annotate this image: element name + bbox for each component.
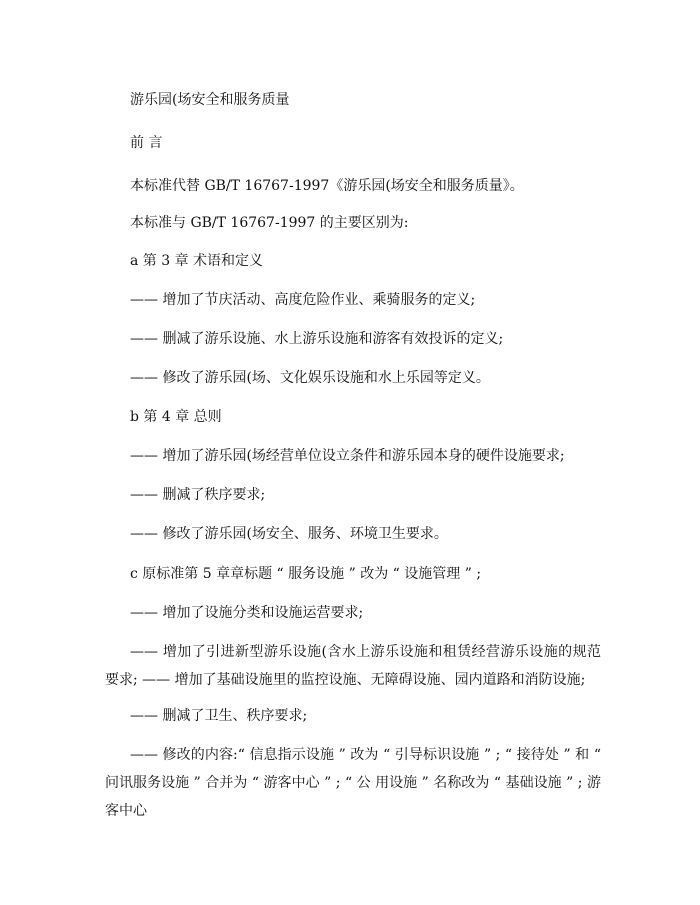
foreword-heading: 前 言 <box>130 135 163 151</box>
paragraph-15: —— 修改的内容:“ 信息指示设施 ” 改为 “ 引导标识设施 ” ; “ 接待处 ” 和 “ 问讯服务设施 ” 合并为 “ 游客中心 ” ; “ 公 用设施 ” 名称改为 “ 基础设施 ” ; 游客中心 <box>105 747 601 819</box>
paragraph-6: —— 修改了游乐园(场、文化娱乐设施和水上乐园等定义。 <box>130 370 490 386</box>
paragraph-9: —— 删减了秩序要求; <box>130 487 266 503</box>
paragraph-12: —— 增加了设施分类和设施运营要求; <box>130 605 364 621</box>
paragraph-7: b 第 4 章 总则 <box>130 409 222 425</box>
paragraph-8: —— 增加了游乐园(场经营单位设立条件和游乐园本身的硬件设施要求; <box>130 448 565 464</box>
document-title: 游乐园(场安全和服务质量 <box>130 92 290 108</box>
paragraph-4: —— 增加了节庆活动、高度危险作业、乘骑服务的定义; <box>130 292 476 308</box>
paragraph-14: —— 删减了卫生、秩序要求; <box>130 708 308 724</box>
paragraph-3: a 第 3 章 术语和定义 <box>130 253 264 269</box>
paragraph-10: —— 修改了游乐园(场安全、服务、环境卫生要求。 <box>130 526 448 542</box>
paragraph-5: —— 删减了游乐设施、水上游乐设施和游客有效投诉的定义; <box>130 331 504 347</box>
paragraph-11: c 原标准第 5 章章标题 “ 服务设施 ” 改为 “ 设施管理 ” ; <box>130 566 482 582</box>
paragraph-1: 本标准代替 GB/T 16767-1997《游乐园(场安全和服务质量》。 <box>130 178 524 194</box>
paragraph-13: —— 增加了引进新型游乐设施(含水上游乐设施和租赁经营游乐设施的规范要求; —— 增加了基础设施里的监控设施、无障碍设施、园内道路和消防设施; <box>105 644 601 688</box>
paragraph-2: 本标准与 GB/T 16767-1997 的主要区别为: <box>130 215 409 231</box>
